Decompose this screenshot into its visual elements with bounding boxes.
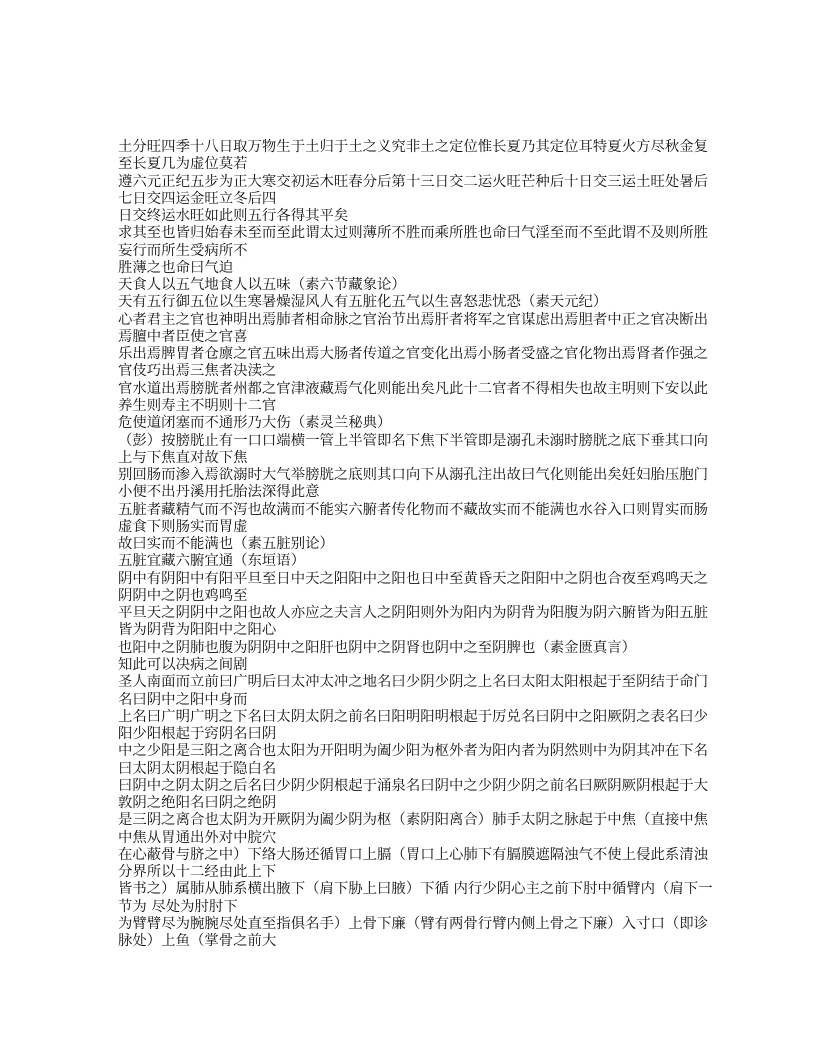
- text-line: 心者君主之官也神明出焉肺者相命脉之官治节出焉肝者将军之官谋虑出焉胆者中正之官决断出: [118, 311, 709, 328]
- text-line: 是三阴之离合也太阴为开厥阴为阖少阴为枢（素阴阳离合）肺手太阴之脉起于中焦（直接中焦: [118, 812, 709, 829]
- text-line: 五脏宜藏六腑宜通（东垣语）: [118, 553, 306, 570]
- text-line: 土分旺四季十八日取万物生于土归于土之义究非土之定位惟长夏乃其定位耳特夏火方尽秋金复: [118, 139, 709, 155]
- text-line: 五脏者藏精气而不泻也故满而不能实六腑者传化物而不藏故实而不能满也水谷入口则胃实而肠: [118, 501, 709, 518]
- text-line: 知此可以决病之间剧: [118, 656, 248, 673]
- text-line: 焉膻中者臣使之官喜: [118, 328, 248, 345]
- text-line: 妄行而所生受病所不: [118, 242, 248, 259]
- text-line: 阴中有阴阳中有阳平旦至日中天之阳阳中之阳也日中至黄昏天之阳阳中之阴也合夜至鸡鸣天之: [118, 570, 709, 587]
- text-line: 分界所以十二经由此上下: [118, 864, 277, 881]
- text-line: 官水道出焉膀胱者州都之官津液藏焉气化则能出矣凡此十二官者不得相失也故主明则下安以此: [118, 380, 709, 397]
- text-line: 天有五行御五位以生寒暑燥湿风人有五脏化五气以生喜怒悲忧恐（素天元纪）: [118, 294, 608, 311]
- text-line: 曰阴中之阴太阴之后名曰少阴少阴根起于涌泉名曰阴中之少阴少阴之前名曰厥阴厥阴根起于大: [118, 777, 709, 794]
- text-line: 官伎巧出焉三焦者决渎之: [118, 363, 277, 380]
- text-line: 别回肠而渗入焉欲溺时大气举膀胱之底则其口向下从溺孔注出故曰气化则能出矣妊妇胎压胞门: [118, 467, 709, 484]
- text-line: 乐出焉脾胃者仓廪之官五味出焉大肠者传道之官变化出焉小肠者受盛之官化物出焉肾者作强之: [118, 346, 709, 363]
- text-line: 为臂臂尽为腕腕尽处直至指俱名手）上骨下廉（臂有两骨行臂内侧上骨之下廉）入寸口（即诊: [118, 915, 709, 932]
- text-line: 名曰阴中之阳中身而: [118, 691, 248, 708]
- text-line: 皆书之）属肺从肺系横出腋下（肩下胁上曰腋）下循 内行少阴心主之前下肘中循臂内（肩下一: [118, 881, 713, 898]
- text-line: 上名曰广明广明之下名曰太阴太阴之前名曰阳明阳明根起于厉兑名曰阴中之阳厥阴之表名曰少: [118, 708, 709, 725]
- text-line: 中焦从胃通出外对中脘穴: [118, 829, 277, 846]
- text-line: 故曰实而不能满也（素五脏别论）: [118, 536, 334, 553]
- text-line: 遵六元正纪五步为正大寒交初运木旺春分后第十三日交二运火旺芒种后十日交三运土旺处暑后: [118, 173, 709, 190]
- text-line: 平旦天之阴阴中之阳也故人亦应之夫言人之阴阳则外为阳内为阴背为阳腹为阴六腑皆为阳五脏: [118, 605, 709, 622]
- text-line: 在心蔽骨与脐之中）下络大肠还循胃口上膈（胃口上心肺下有膈膜遮隔浊气不使上侵此系清浊: [118, 846, 709, 863]
- text-line: 阳少阳根起于窍阴名曰阴: [118, 726, 277, 743]
- text-line: （彭）按膀胱止有一口口端横一管上半管即名下焦下半管即是溺孔未溺时膀胱之底下垂其口向: [118, 432, 709, 449]
- text-line: 小便不出丹溪用托胎法深得此意: [118, 484, 320, 501]
- document-body: [118, 139, 713, 950]
- text-line: 也阳中之阴肺也腹为阴阴中之阳肝也阴中之阴肾也阴中之至阴脾也（素金匮真言）: [118, 639, 637, 656]
- text-line: 天食人以五气地食人以五味（素六节藏象论）: [118, 277, 406, 294]
- text-line: 敦阴之绝阳名曰阴之绝阴: [118, 795, 277, 812]
- text-line: 上与下焦直对故下焦: [118, 449, 248, 466]
- text-line: 曰太阴太阴根起于隐白名: [118, 760, 277, 777]
- text-line: 阴阴中之阴也鸡鸣至: [118, 587, 248, 604]
- text-line: 中之少阳是三阳之离合也太阳为开阳明为阖少阳为枢外者为阳内者为阴然则中为阴其冲在下名: [118, 743, 709, 760]
- text-line: 节为 尽处为肘肘下: [118, 898, 238, 915]
- text-line: 危使道闭塞而不通形乃大伤（素灵兰秘典）: [118, 415, 392, 432]
- text-line: 圣人南面而立前曰广明后曰太冲太冲之地名曰少阴少阴之上名曰太阳太阳根起于至阴结于命门: [118, 674, 709, 691]
- text-line: 虚食下则肠实而胃虚: [118, 518, 248, 535]
- text-line: 至长夏几为虚位莫若: [118, 156, 248, 173]
- text-line: 养生则寿主不明则十二官: [118, 397, 277, 414]
- text-line: 皆为阴背为阳阳中之阳心: [118, 622, 277, 639]
- text-line: 七日交四运金旺立冬后四: [118, 190, 277, 207]
- text-line: 日交终运水旺如此则五行各得其平矣: [118, 208, 349, 225]
- text-line: 胜薄之也命曰气迫: [118, 259, 234, 276]
- text-line: 求其至也皆归始春未至而至此谓太过则薄所不胜而乘所胜也命曰气淫至而不至此谓不及则所胜: [118, 225, 709, 242]
- text-line: 脉处）上鱼（掌骨之前大: [118, 933, 277, 950]
